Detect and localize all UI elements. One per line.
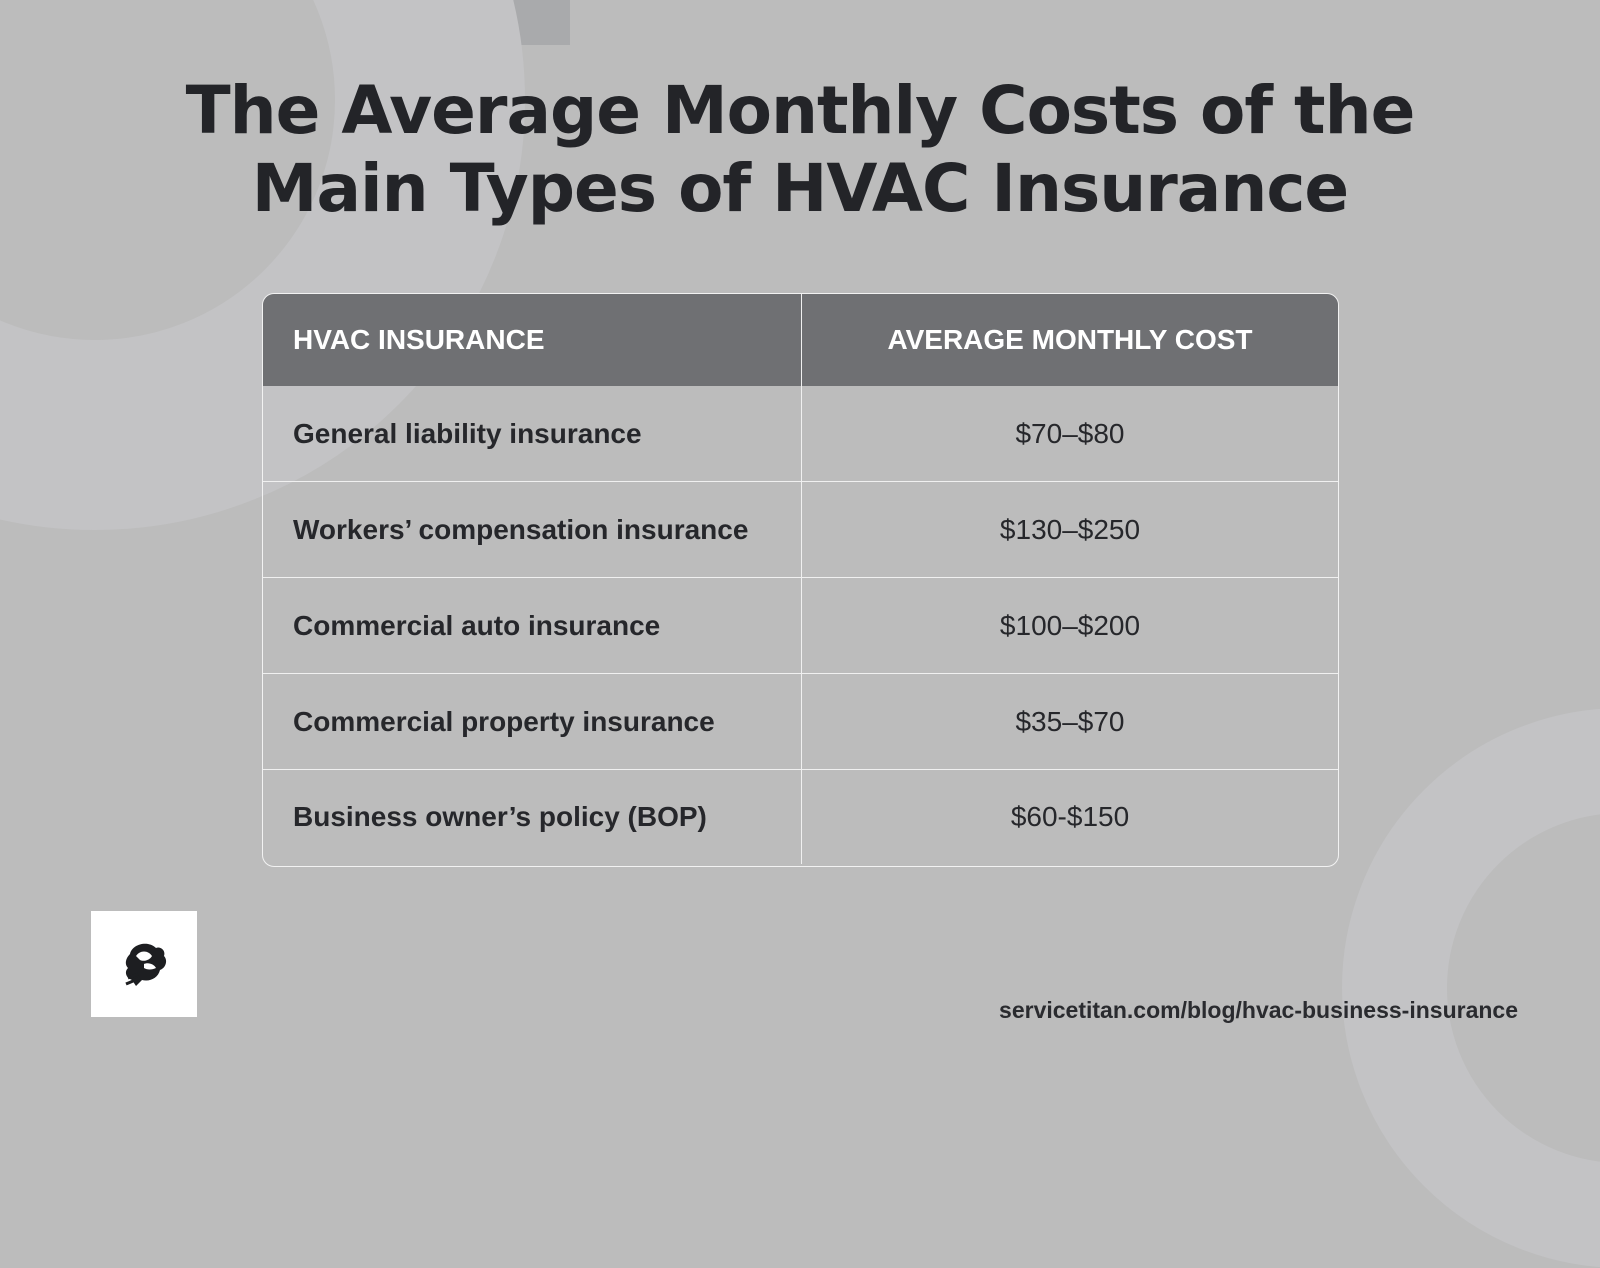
insurance-type-cell: Business owner’s policy (BOP) xyxy=(263,770,802,864)
decorative-band xyxy=(380,0,570,45)
servicetitan-logo xyxy=(91,911,197,1017)
table-row xyxy=(263,770,1338,864)
table-row xyxy=(263,386,1338,482)
monthly-cost-cell: $130–$250 xyxy=(999,513,1141,545)
monthly-cost-cell: $100–$200 xyxy=(999,609,1141,641)
insurance-type-cell: Commercial property insurance xyxy=(263,674,802,769)
title-line-2: Main Types of HVAC Insurance xyxy=(251,150,1349,227)
column-header-cost: AVERAGE MONTHLY COST xyxy=(887,324,1253,355)
source-url: servicetitan.com/blog/hvac-business-insurance xyxy=(999,997,1518,1023)
insurance-cost-table xyxy=(262,293,1339,867)
table-row xyxy=(263,482,1338,578)
table-row xyxy=(263,578,1338,674)
column-header-insurance: HVAC INSURANCE xyxy=(263,294,802,386)
insurance-type-cell: Workers’ compensation insurance xyxy=(263,482,802,577)
decorative-ring-right xyxy=(1342,708,1600,1268)
table-row xyxy=(263,674,1338,770)
monthly-cost-cell: $70–$80 xyxy=(1015,417,1125,449)
monthly-cost-cell: $35–$70 xyxy=(1015,705,1125,737)
chart-title xyxy=(0,72,1600,228)
title-line-1: The Average Monthly Costs of the xyxy=(185,72,1415,149)
insurance-type-cell: General liability insurance xyxy=(263,386,802,481)
monthly-cost-cell: $60-$150 xyxy=(1010,801,1130,832)
table-header-row xyxy=(263,294,1338,386)
insurance-type-cell: Commercial auto insurance xyxy=(263,578,802,673)
servicetitan-logo-icon xyxy=(114,934,174,994)
